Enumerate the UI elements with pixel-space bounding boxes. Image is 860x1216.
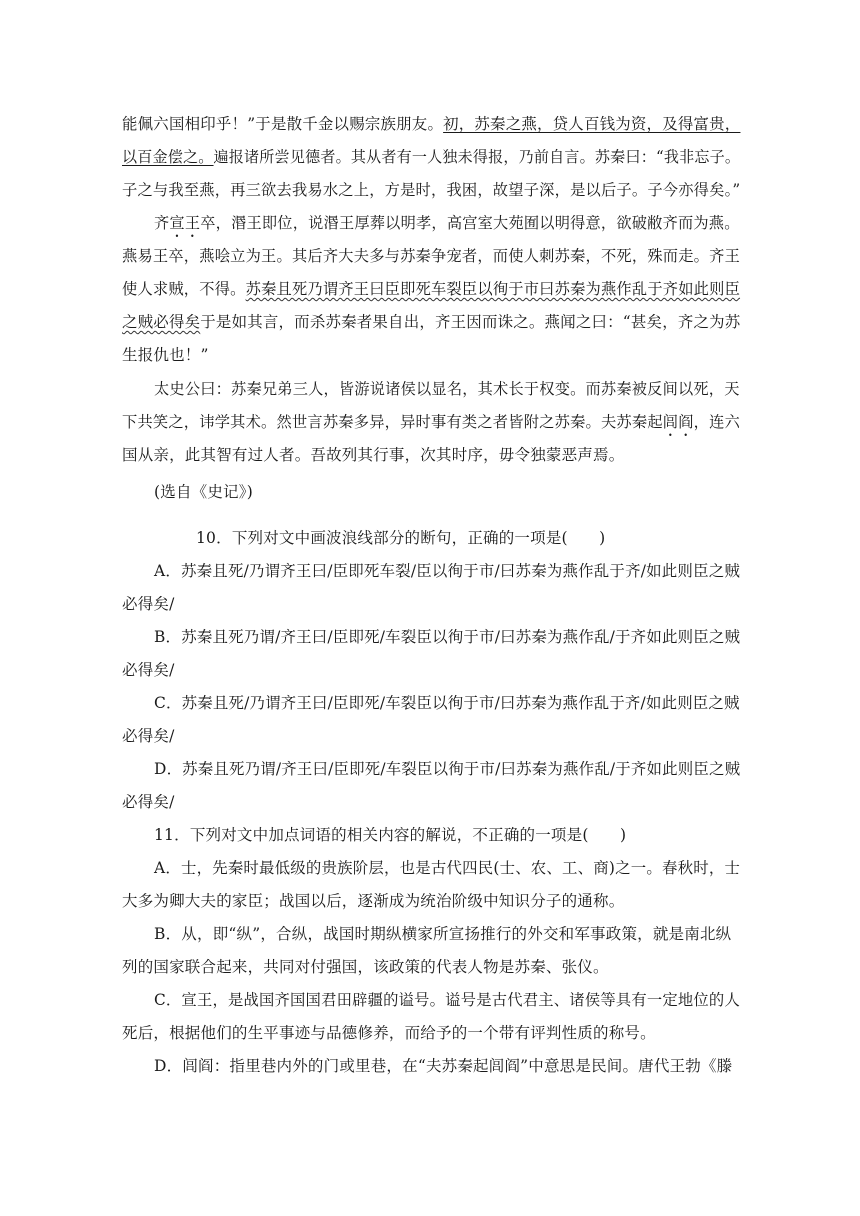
passage-text: ，连六	[693, 413, 741, 431]
underlined-sentence: 以百金偿之。	[122, 148, 214, 166]
passage-line: 国从亲，此其智有过人者。吾故列其行事，次其时序，毋令独蒙恶声焉。	[122, 446, 625, 464]
wavy-underlined-sentence: 苏秦且死乃谓齐王曰臣即死车裂臣以徇于市曰苏秦为燕作乱于齐如此则臣	[245, 280, 741, 298]
q10-option-a: A．苏秦且死/乃谓齐王曰/臣即死车裂/臣以徇于市/曰苏秦为燕作乱于齐/如此则臣之贼	[154, 562, 741, 580]
q11-option-b: B．从，即“纵”，合纵，战国时期纵横家所宣扬推行的外交和军事政策，就是南北纵	[154, 925, 732, 943]
dotted-term: 宣王	[169, 214, 201, 232]
q10-option-d-cont: 必得矣/	[122, 793, 175, 811]
passage-line: 子之与我至燕，再三欲去我易水之上，方是时，我困，故望子深，是以后子。子今亦得矣。”	[122, 181, 741, 199]
source-citation: (选自《史记》)	[154, 483, 253, 501]
q10-option-c: C．苏秦且死/乃谓齐王曰/臣即死/车裂臣以徇于市/曰苏秦为燕作乱于齐/如此则臣之贼	[154, 694, 740, 712]
q11-option-c: C．宣王，是战国齐国国君田辟疆的谥号。谥号是古代君主、诸侯等具有一定地位的人	[154, 991, 740, 1009]
q11-option-a: A．士，先秦时最低级的贵族阶层，也是古代四民(士、农、工、商)之一。春秋时，士	[154, 859, 741, 877]
passage-text: 卒，湣王即位，说湣王厚葬以明孝，高宫室大苑囿以明得意，欲破敝齐而为燕。	[200, 214, 740, 232]
q11-option-d: D．闾阎：指里巷内外的门或里巷，在“夫苏秦起闾阎”中意思是民间。唐代王勃《滕	[154, 1057, 733, 1075]
passage-text: 使人求贼，不得。	[122, 280, 246, 298]
wavy-underlined-sentence: 之贼必得矣	[122, 313, 201, 331]
passage-line	[122, 279, 740, 299]
passage-text: 能佩六国相印乎！”于是散千金以赐宗族朋友。	[122, 115, 444, 133]
passage-line: 生报仇也！”	[122, 346, 209, 364]
q11-option-c-cont: 死后，根据他们的生平事迹与品德修养，而给予的一个带有评判性质的称号。	[122, 1024, 656, 1042]
passage-line	[122, 412, 740, 440]
q11-option-b-cont: 列的国家联合起来，共同对付强国，该政策的代表人物是苏秦、张仪。	[122, 958, 609, 976]
passage-text: 遍报诸所尝见德者。其从者有一人独未得报，乃前自言。苏秦曰：“我非忘子。	[213, 148, 741, 166]
passage-text: 齐	[154, 214, 170, 232]
question-10-stem: 10．下列对文中画波浪线部分的断句，正确的一项是( )	[196, 529, 606, 547]
q10-option-b-cont: 必得矣/	[122, 661, 175, 679]
underlined-sentence: 初，苏秦之燕，贷人百钱为资，及得富贵，	[443, 115, 741, 133]
passage-line	[154, 213, 740, 241]
question-11-stem: 11．下列对文中加点词语的相关内容的解说，不正确的一项是( )	[154, 826, 627, 844]
q10-option-c-cont: 必得矣/	[122, 727, 175, 745]
q10-option-b: B．苏秦且死乃谓/齐王曰/臣即死/车裂臣以徇于市/曰苏秦为燕作乱/于齐如此则臣之贼	[154, 628, 741, 646]
q11-option-a-cont: 大多为卿大夫的家臣；战国以后，逐渐成为统治阶级中知识分子的通称。	[122, 892, 625, 910]
passage-line	[122, 147, 740, 167]
passage-line: 燕易王卒，燕哙立为王。其后齐大夫多与苏秦争宠者，而使人刺苏秦，不死，殊而走。齐王	[122, 247, 741, 265]
passage-line	[122, 312, 740, 332]
passage-line	[122, 114, 740, 134]
passage-text: 于是如其言，而杀苏秦者果自出，齐王因而诛之。燕闻之曰：“甚矣，齐之为苏	[200, 313, 741, 331]
passage-line: 太史公曰：苏秦兄弟三人，皆游说诸侯以显名，其术长于权变。而苏秦被反间以死，天	[154, 380, 740, 398]
dotted-term: 闾阎	[662, 413, 694, 431]
q10-option-a-cont: 必得矣/	[122, 595, 175, 613]
q10-option-d: D．苏秦且死乃谓/齐王曰/臣即死/车裂臣以徇于市/曰苏秦为燕作乱/于齐如此则臣之贼	[154, 760, 741, 778]
passage-text: 下共笑之，讳学其术。然世言苏秦多异，异时事有类之者皆附之苏秦。夫苏秦起	[122, 413, 663, 431]
